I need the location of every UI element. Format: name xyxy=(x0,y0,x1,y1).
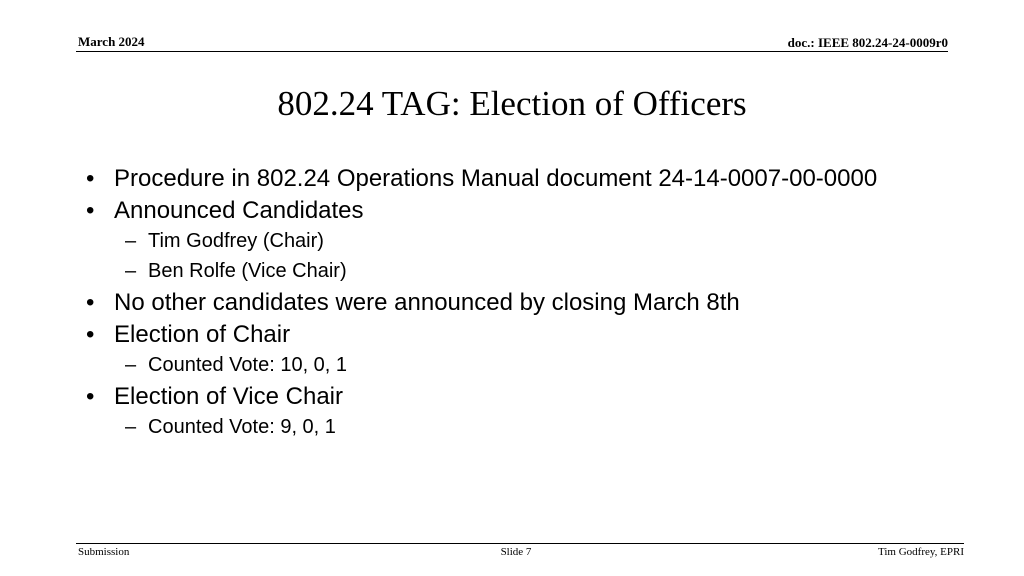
sub-bullet-item xyxy=(86,258,946,284)
dash-icon: – xyxy=(125,416,137,438)
bullet-text: Election of Vice Chair xyxy=(114,383,344,410)
dash-icon: – xyxy=(125,354,137,376)
bullet-text: Announced Candidates xyxy=(114,197,364,224)
bullet-dot-icon: • xyxy=(86,165,95,192)
sub-bullet-item xyxy=(86,228,946,254)
bullet-item xyxy=(86,198,946,224)
slide-title: 802.24 TAG: Election of Officers xyxy=(277,84,747,123)
bullet-item xyxy=(86,166,946,192)
footer-slide-number: Slide 7 xyxy=(500,546,532,558)
bullet-text: No other candidates were announced by closing March 8th xyxy=(114,289,740,316)
bullet-list xyxy=(86,160,946,440)
sub-bullet-text: Counted Vote: 10, 0, 1 xyxy=(148,354,348,376)
header-doc-id: doc.: IEEE 802.24-24-0009r0 xyxy=(787,35,948,50)
bullet-dot-icon: • xyxy=(86,383,95,410)
header-date: March 2024 xyxy=(78,34,145,49)
bullet-dot-icon: • xyxy=(86,321,95,348)
bullet-item xyxy=(86,290,946,316)
dash-icon: – xyxy=(125,230,137,252)
bullet-item xyxy=(86,322,946,348)
footer-submission: Submission xyxy=(78,546,130,558)
sub-bullet-text: Tim Godfrey (Chair) xyxy=(148,230,324,252)
sub-bullet-text: Counted Vote: 9, 0, 1 xyxy=(148,416,336,438)
footer-divider xyxy=(76,543,964,544)
bullet-item xyxy=(86,384,946,410)
sub-bullet-item xyxy=(86,352,946,378)
footer-author: Tim Godfrey, EPRI xyxy=(878,546,964,558)
bullet-dot-icon: • xyxy=(86,289,95,316)
header-divider xyxy=(76,51,948,52)
dash-icon: – xyxy=(125,260,137,282)
bullet-text: Procedure in 802.24 Operations Manual document 24-14-0007-00-0000 xyxy=(114,165,878,192)
sub-bullet-text: Ben Rolfe (Vice Chair) xyxy=(148,260,347,282)
bullet-text: Election of Chair xyxy=(114,321,291,348)
bullet-dot-icon: • xyxy=(86,197,95,224)
sub-bullet-item xyxy=(86,414,946,440)
